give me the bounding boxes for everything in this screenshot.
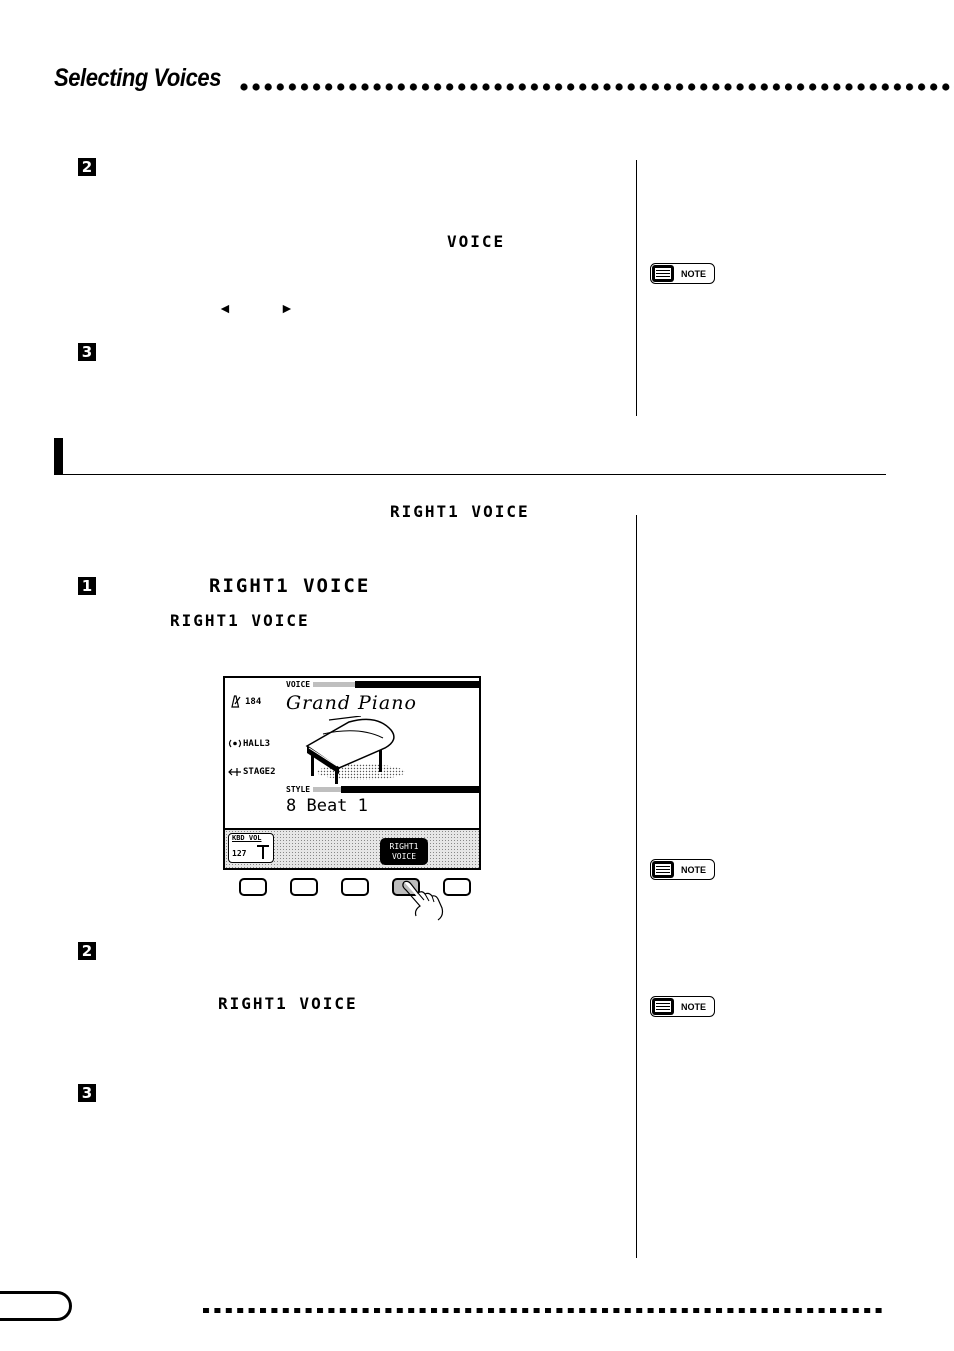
lcd-display — [223, 676, 481, 870]
kbd-vol-box — [228, 833, 274, 863]
style-header-dither — [313, 787, 341, 792]
step-number-badge: 1 — [78, 577, 96, 595]
voice-header-bar — [355, 681, 479, 688]
tempo-value: 184 — [245, 697, 262, 707]
note-label: NOTE — [681, 1002, 707, 1012]
right1-voice-tab-line1: RIGHT1 — [389, 842, 419, 851]
step-number-badge: 2 — [78, 942, 96, 960]
title-dot-leader — [240, 82, 954, 92]
dsp-value: STAGE2 — [243, 767, 276, 777]
right1-voice-tab[interactable] — [380, 838, 428, 865]
step-number-badge: 2 — [78, 158, 96, 176]
step1-sub-right1-voice-label: RIGHT1 VOICE — [170, 611, 310, 630]
lcd-button-1[interactable] — [239, 878, 267, 896]
voice-name: Grand Piano — [286, 692, 417, 714]
reverb-value: HALL3 — [243, 739, 271, 749]
note-badge — [650, 263, 716, 284]
note-badge — [650, 996, 716, 1017]
page-title: Selecting Voices — [54, 64, 222, 92]
step-number-badge: 3 — [78, 343, 96, 361]
reverb-icon — [228, 739, 242, 748]
intro-right1-voice-label: RIGHT1 VOICE — [390, 502, 530, 521]
note-label: NOTE — [681, 865, 707, 875]
kbd-vol-value: 127 — [232, 849, 247, 858]
metronome-icon — [228, 694, 242, 708]
style-name: 8 Beat 1 — [286, 796, 368, 816]
section-marker — [54, 438, 63, 475]
voice-button-label: VOICE — [447, 232, 506, 251]
page-number-tab — [0, 1291, 72, 1321]
style-header-bar — [341, 786, 479, 793]
column-divider — [636, 160, 637, 416]
style-header: STYLE — [286, 785, 311, 794]
right1-voice-tab-line2: VOICE — [391, 852, 417, 861]
arrow-right-icon: ► — [280, 300, 294, 316]
voice-header: VOICE — [286, 680, 311, 689]
lcd-button-3[interactable] — [341, 878, 369, 896]
note-label: NOTE — [681, 269, 707, 279]
step-number-badge: 3 — [78, 1084, 96, 1102]
arrow-left-icon: ◄ — [218, 300, 232, 316]
step1-right1-voice-label: RIGHT1 VOICE — [209, 575, 371, 597]
volume-slider-icon — [256, 844, 270, 860]
dsp-icon — [228, 767, 242, 777]
kbd-vol-label: KBD VOL — [232, 834, 262, 842]
footer-dash-leader — [203, 1307, 887, 1315]
lcd-tab-bar — [225, 828, 479, 868]
voice-header-dither — [313, 682, 355, 687]
lcd-button-2[interactable] — [290, 878, 318, 896]
note-badge — [650, 859, 716, 880]
pointing-hand-icon — [398, 880, 448, 922]
step2-right1-voice-label: RIGHT1 VOICE — [218, 994, 358, 1013]
column-divider — [636, 515, 637, 1258]
section-underline — [54, 474, 886, 475]
grand-piano-icon — [299, 716, 409, 786]
